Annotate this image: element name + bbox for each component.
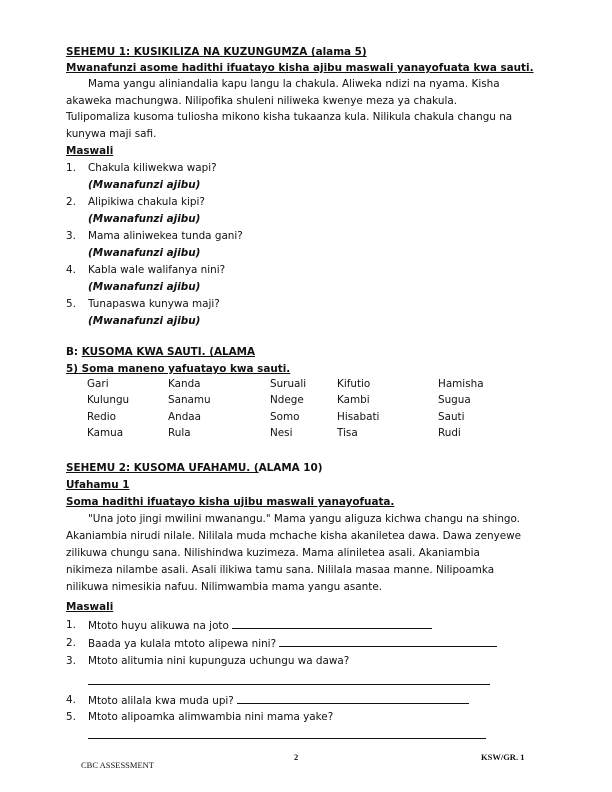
sectionB-title-text: KUSOMA KWA SAUTI. (ALAMA xyxy=(81,346,256,358)
reading-word: Nesi xyxy=(270,426,293,439)
question-number: 2. xyxy=(66,637,76,649)
answer-hint: (Mwanafunzi ajibu) xyxy=(88,315,201,327)
sectionB-title xyxy=(66,345,255,359)
section2-instruction: Soma hadithi ifuatayo kisha ujibu maswali yanayofuata. xyxy=(66,496,395,508)
section1-title: SEHEMU 1: KUSIKILIZA NA KUZUNGUMZA (alama 5) xyxy=(66,46,367,58)
question-number: 3. xyxy=(66,230,76,242)
section1-paragraph-line: Mama yangu aliniandalia kapu langu la chakula. Aliweka ndizi na nyama. Kisha xyxy=(88,78,500,90)
reading-word: Redio xyxy=(87,410,116,423)
question-text: Mama aliniwekea tunda gani? xyxy=(88,230,243,242)
question-4 xyxy=(66,693,469,708)
reading-word: Kamua xyxy=(87,426,124,439)
answer-hint: (Mwanafunzi ajibu) xyxy=(88,213,201,225)
question-text: Tunapaswa kunywa maji? xyxy=(88,298,220,310)
reading-word: Somo xyxy=(270,410,300,423)
reading-word: Kulungu xyxy=(87,394,130,407)
section2-paragraph-line: zilikuwa chungu sana. Nilishindwa kuzimeza. Mama aliniletea asali. Akaniambia xyxy=(66,547,480,559)
reading-word: Hisabati xyxy=(337,410,380,423)
question-number: 1. xyxy=(66,162,76,174)
answer-line[interactable] xyxy=(237,693,469,704)
question-number: 2. xyxy=(66,196,76,208)
section1-instruction: Mwanafunzi asome hadithi ifuatayo kisha ajibu maswali yanayofuata kwa sauti. xyxy=(66,62,534,74)
question-text: Mtoto alitumia nini kupunguza uchungu wa dawa? xyxy=(88,655,350,667)
answer-hint: (Mwanafunzi ajibu) xyxy=(88,179,201,191)
question-number: 3. xyxy=(66,655,76,667)
footer-label: CBC ASSESSMENT xyxy=(81,760,154,770)
reading-word: Kifutio xyxy=(337,378,371,390)
section2-title xyxy=(66,461,323,475)
answer-hint: (Mwanafunzi ajibu) xyxy=(88,281,201,293)
question-number: 5. xyxy=(66,298,76,310)
section1-paragraph-line: kunywa maji safi. xyxy=(66,128,157,140)
section2-paragraph-line: "Una joto jingi mwilini mwanangu." Mama yangu aliguza kichwa changu na shingo. xyxy=(88,513,520,525)
section2-title-rest: ALAMA 10) xyxy=(258,462,323,474)
question-3 xyxy=(66,654,349,668)
question-5 xyxy=(66,710,333,724)
section2-paragraph-line: Akaniambia nirudi nilale. Nililala muda mchache kisha akaniletea dawa. Dawa zenyewe xyxy=(66,530,522,542)
reading-word: Sanamu xyxy=(168,394,211,407)
question-5 xyxy=(66,297,220,311)
question-3 xyxy=(66,229,243,243)
reading-word: Suruali xyxy=(270,378,307,390)
section2-title-underlined: SEHEMU 2: KUSOMA UFAHAMU. ( xyxy=(66,462,259,474)
sectionB-prefix: B: xyxy=(66,346,82,358)
reading-word: Kambi xyxy=(337,394,370,407)
question-2 xyxy=(66,195,205,209)
answer-line[interactable] xyxy=(232,618,432,629)
page-number: 2 xyxy=(294,752,299,762)
question-1 xyxy=(66,161,217,175)
reading-word: Gari xyxy=(87,378,109,390)
section1-paragraph-line: Tulipomaliza kusoma tuliosha mikono kisha tukaanza kula. Nilikula chakula changu na xyxy=(66,111,513,123)
reading-word: Tisa xyxy=(337,426,358,439)
question-2 xyxy=(66,636,497,651)
answer-line[interactable] xyxy=(279,636,497,647)
question-text: Mtoto alipoamka alimwambia nini mama yake? xyxy=(88,711,334,723)
answer-line[interactable] xyxy=(88,684,490,685)
section1-paragraph-line: akaweka machungwa. Nilipofika shuleni niliweka kwenye meza ya chakula. xyxy=(66,95,458,107)
reading-word: Kanda xyxy=(168,378,201,390)
question-number: 4. xyxy=(66,264,76,276)
answer-hint: (Mwanafunzi ajibu) xyxy=(88,247,201,259)
sectionB-instruction: 5) Soma maneno yafuatayo kwa sauti. xyxy=(66,363,291,375)
reading-word: Sauti xyxy=(438,410,465,423)
reading-word: Rudi xyxy=(438,426,461,439)
footer-code: KSW/GR. 1 xyxy=(481,752,525,762)
answer-line[interactable] xyxy=(88,738,486,739)
section2-subtitle: Ufahamu 1 xyxy=(66,479,130,491)
question-number: 5. xyxy=(66,711,76,723)
section2-paragraph-line: nilikuwa nimesikia nafuu. Nilimwambia mama yangu asante. xyxy=(66,581,383,593)
question-text: Chakula kiliwekwa wapi? xyxy=(88,162,217,174)
question-text: Baada ya kulala mtoto alipewa nini? xyxy=(88,638,277,650)
question-1 xyxy=(66,618,432,633)
question-text: Mtoto huyu alikuwa na joto xyxy=(88,620,229,632)
question-number: 4. xyxy=(66,694,76,706)
reading-word: Andaa xyxy=(168,410,202,423)
question-4 xyxy=(66,263,226,277)
question-number: 1. xyxy=(66,619,76,631)
section2-questions-heading: Maswali xyxy=(66,601,114,613)
reading-word: Rula xyxy=(168,426,191,439)
section2-paragraph-line: nikimeza nilambe asali. Asali ilikiwa tamu sana. Nililala masaa manne. Nilipoamka xyxy=(66,564,495,576)
reading-word: Ndege xyxy=(270,394,304,407)
reading-word: Hamisha xyxy=(438,378,484,390)
question-text: Alipikiwa chakula kipi? xyxy=(88,196,205,208)
reading-word: Sugua xyxy=(438,394,471,407)
question-text: Mtoto alilala kwa muda upi? xyxy=(88,695,234,707)
section1-questions-heading: Maswali xyxy=(66,145,114,157)
question-text: Kabla wale walifanya nini? xyxy=(88,264,226,276)
